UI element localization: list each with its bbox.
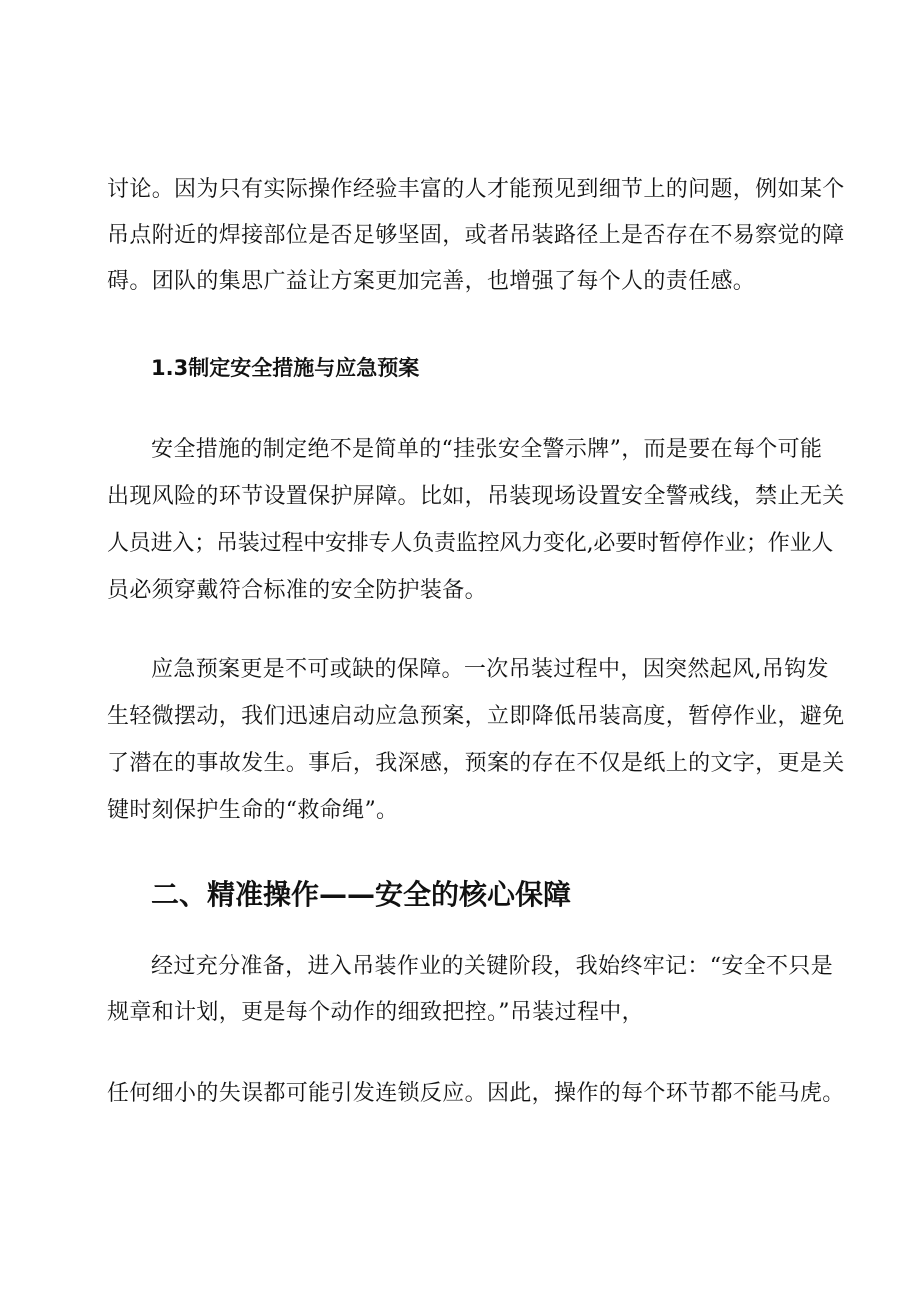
section-heading-1-3: 1.3制定安全措施与应急预案 <box>151 356 420 380</box>
paragraph-4-line-1: 经过充分准备，进入吊装作业的关键阶段，我始终牢记：“安全不只是 <box>151 954 834 979</box>
paragraph-2-line-1: 安全措施的制定绝不是简单的“挂张安全警示牌”，而是要在每个可能 <box>151 437 823 462</box>
paragraph-1-line-1: 讨论。因为只有实际操作经验丰富的人才能预见到细节上的问题，例如某个 <box>107 177 845 202</box>
paragraph-3-line-2: 生轻微摆动，我们迅速启动应急预案，立即降低吊装高度，暂停作业，避免 <box>107 704 845 729</box>
paragraph-4-line-2: 规章和计划，更是每个动作的细致把控。”吊装过程中， <box>107 1000 644 1025</box>
paragraph-2-line-4: 员必须穿戴符合标准的安全防护装备。 <box>107 578 487 603</box>
paragraph-3-line-4: 键时刻保护生命的“救命绳”。 <box>107 798 399 823</box>
paragraph-1-line-3: 碍。团队的集思广益让方案更加完善，也增强了每个人的责任感。 <box>107 269 756 294</box>
paragraph-3-line-1: 应急预案更是不可或缺的保障。一次吊装过程中，因突然起风,吊钩发 <box>151 657 829 682</box>
paragraph-2-line-2: 出现风险的环节设置保护屏障。比如，吊装现场设置安全警戒线，禁止无关 <box>107 484 845 509</box>
paragraph-3-line-3: 了潜在的事故发生。事后，我深感，预案的存在不仅是纸上的文字，更是关 <box>107 751 845 776</box>
paragraph-5-line-1: 任何细小的失误都可能引发连锁反应。因此，操作的每个环节都不能马虎。 <box>107 1081 845 1106</box>
paragraph-1-line-2: 吊点附近的焊接部位是否足够坚固，或者吊装路径上是否存在不易察觉的障 <box>107 223 845 248</box>
section-heading-2: 二、精准操作——安全的核心保障 <box>151 878 572 911</box>
paragraph-2-line-3: 人员进入；吊装过程中安排专人负责监控风力变化,必要时暂停作业；作业人 <box>107 531 834 556</box>
